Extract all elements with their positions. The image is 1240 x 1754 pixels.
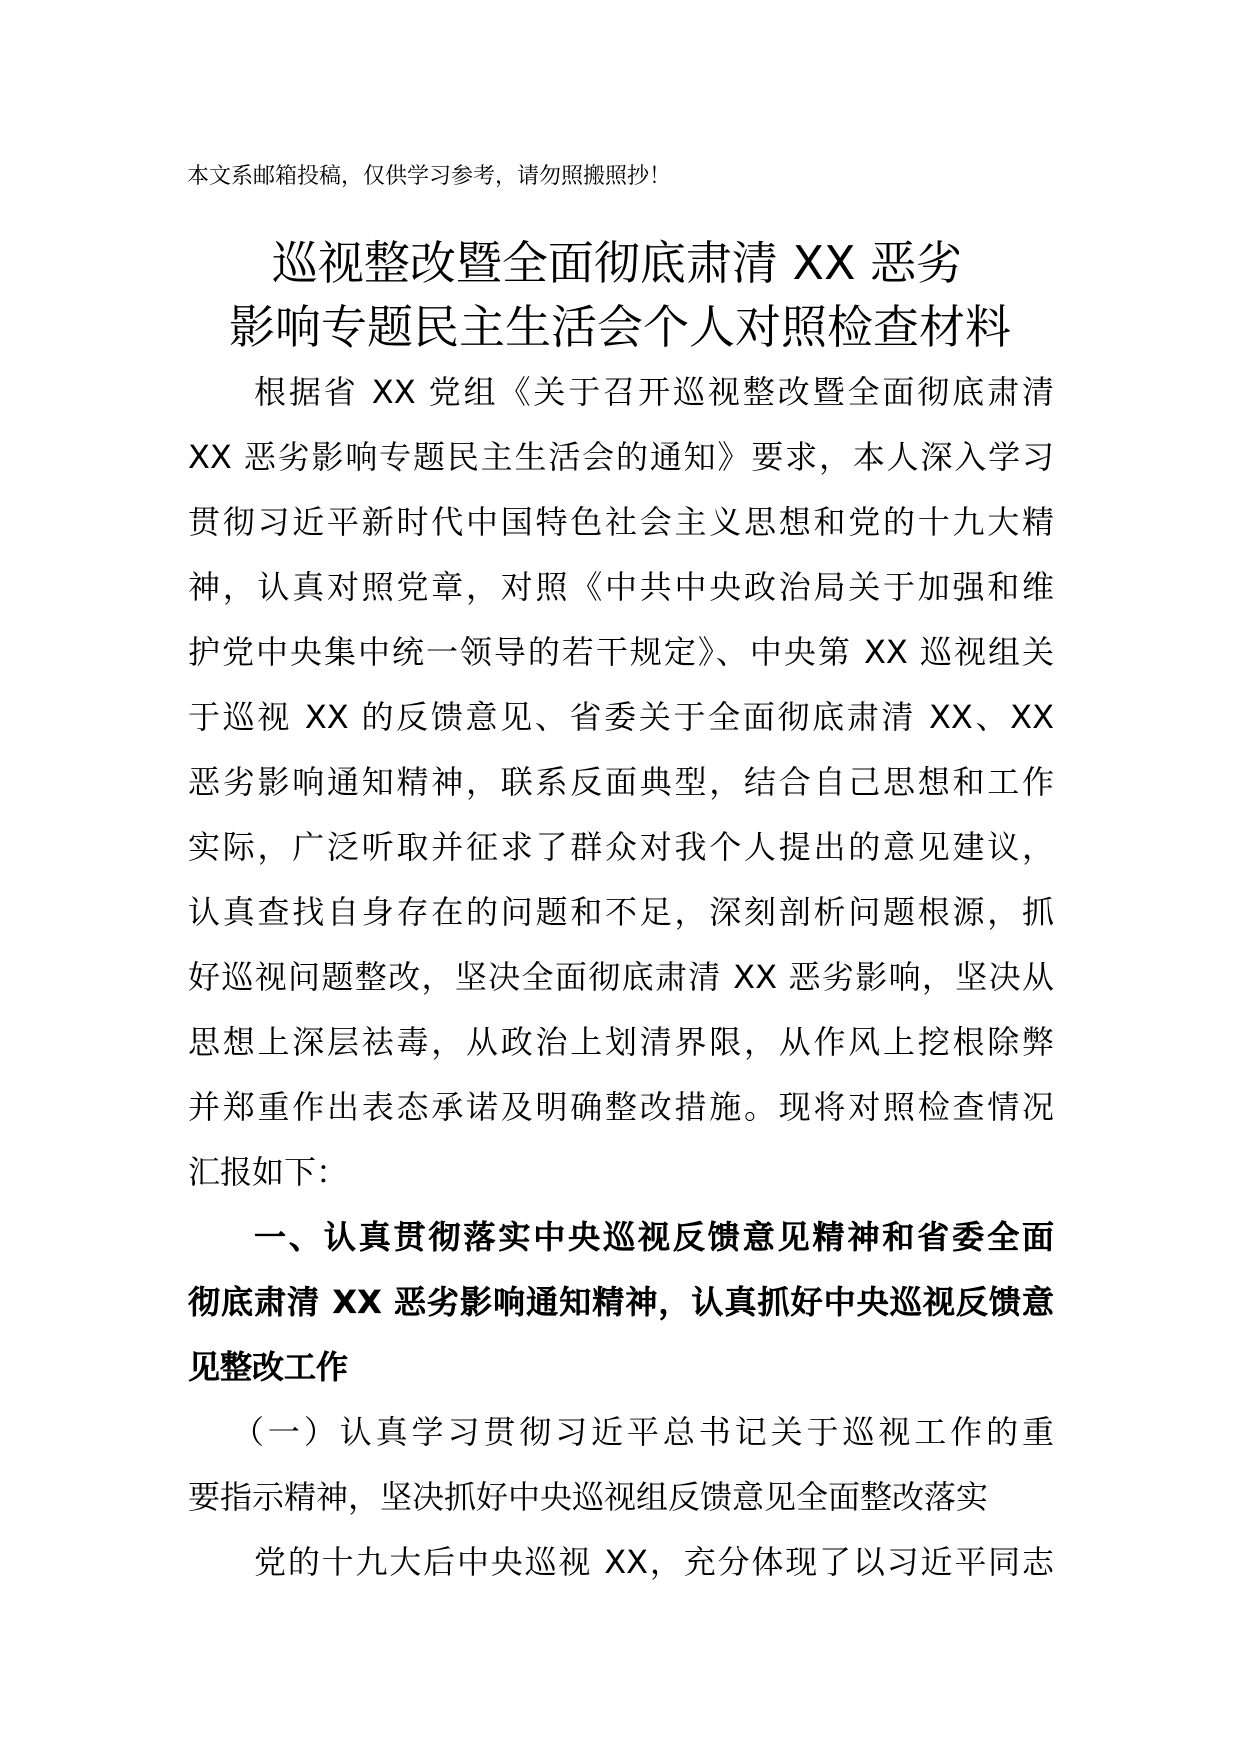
text-line: 好巡视问题整改，坚决全面彻底肃清 XX 恶劣影响，坚决从: [188, 958, 1054, 996]
heading-line: （一）认真学习贯彻习近平总书记关于巡视工作的重: [232, 1413, 1054, 1451]
heading-line: 见整改工作: [188, 1348, 349, 1386]
text-line: 护党中央集中统一领导的若干规定》、中央第 XX 巡视组关: [188, 633, 1054, 671]
heading-line: 要指示精神，坚决抓好中央巡视组反馈意见全面整改落实: [188, 1478, 989, 1516]
text-line: 根据省 XX 党组《关于召开巡视整改暨全面彻底肃清: [254, 373, 1054, 411]
body-paragraph: [188, 1530, 1054, 1595]
text-line: 思想上深层祛毒，从政治上划清界限，从作风上挖根除弊: [188, 1023, 1054, 1061]
text-line: 于巡视 XX 的反馈意见、省委关于全面彻底肃清 XX、XX: [188, 698, 1054, 736]
title-line-1: 巡视整改暨全面彻底肃清 XX 恶劣: [271, 235, 963, 290]
heading-line: 彻底肃清 XX 恶劣影响通知精神，认真抓好中央巡视反馈意: [188, 1283, 1054, 1321]
text-line: 认真查找自身存在的问题和不足，深刻剖析问题根源，抓: [188, 893, 1054, 931]
text-line: 汇报如下：: [188, 1153, 349, 1191]
intro-paragraph: [188, 360, 1054, 1205]
text-line: 实际，广泛听取并征求了群众对我个人提出的意见建议，: [188, 828, 1054, 866]
document-title: [0, 231, 1240, 359]
text-line: 党的十九大后中央巡视 XX，充分体现了以习近平同志: [254, 1543, 1054, 1581]
text-line: 神，认真对照党章，对照《中共中央政治局关于加强和维: [188, 568, 1054, 606]
text-line: 贯彻习近平新时代中国特色社会主义思想和党的十九大精: [188, 503, 1054, 541]
section-heading-1: [188, 1205, 1054, 1400]
heading-line: 一、认真贯彻落实中央巡视反馈意见精神和省委全面: [254, 1218, 1054, 1256]
title-line-2: 影响专题民主生活会个人对照检查材料: [229, 299, 1011, 354]
subsection-heading-1-1: [188, 1400, 1054, 1530]
copyright-notice: 本文系邮箱投稿，仅供学习参考，请勿照搬照抄！: [187, 164, 672, 189]
text-line: XX 恶劣影响专题民主生活会的通知》要求，本人深入学习: [188, 438, 1054, 476]
text-line: 并郑重作出表态承诺及明确整改措施。现将对照检查情况: [188, 1088, 1054, 1126]
text-line: 恶劣影响通知精神，联系反面典型，结合自己思想和工作: [188, 763, 1054, 801]
document-body: [188, 360, 1054, 1595]
